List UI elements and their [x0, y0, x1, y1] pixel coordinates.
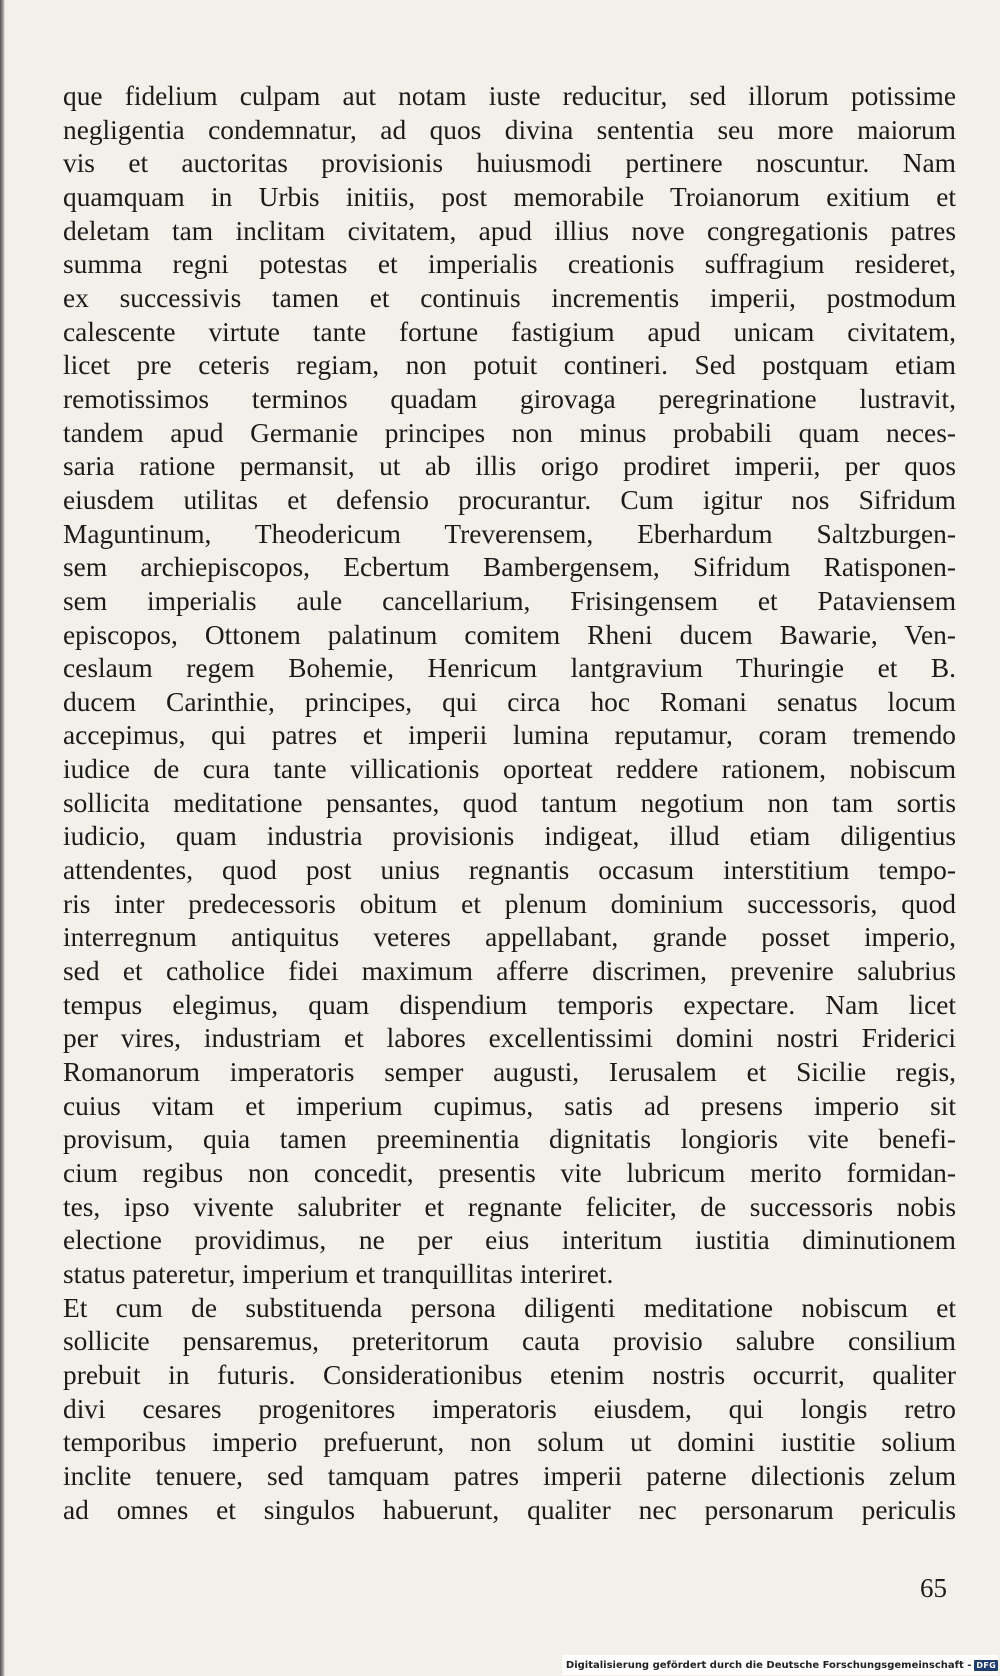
paragraph-2 [63, 1292, 956, 1528]
text-line: accepimus, qui patres et imperii lumina reputamur, coram tremendo [63, 720, 956, 751]
text-line: iudice de cura tante villicationis oporteat reddere rationem, nobiscum [63, 754, 956, 785]
text-line: temporibus imperio prefuerunt, non solum ut domini iustitie solium [63, 1427, 956, 1458]
text-line: status pateretur, imperium et tranquillitas interiret. [63, 1258, 614, 1289]
text-line: per vires, industriam et labores excellentissimi domini nostri Friderici [63, 1023, 956, 1054]
text-line: inclite tenuere, sed tamquam patres imperii paterne dilectionis zelum [63, 1460, 956, 1491]
page-number: 65 [920, 1573, 947, 1603]
text-line: que fidelium culpam aut notam iuste reducitur, sed illorum potissime [63, 81, 956, 111]
text-line: sem imperialis aule cancellarium, Frisingensem et Pataviensem [63, 585, 956, 616]
paragraph-1 [63, 80, 956, 1292]
text-line: vis et auctoritas provisionis huiusmodi pertinere noscuntur. Nam [63, 148, 956, 179]
text-line: sem archiepiscopos, Ecbertum Bambergensem, Sifridum Ratisponen- [63, 552, 956, 583]
text-line: cium regibus non concedit, presentis vite lubricum merito formidan- [63, 1158, 956, 1188]
text-line: attendentes, quod post unius regnantis occasum interstitium tempo- [63, 855, 956, 886]
text-line: sollicita meditatione pensantes, quod tantum negotium non tam sortis [63, 787, 956, 818]
text-line: cuius vitam et imperium cupimus, satis ad presens imperio sit [63, 1090, 956, 1121]
text-line: Et cum de substituenda persona diligenti meditatione nobiscum et [63, 1292, 956, 1323]
text-line: sollicite pensaremus, preteritorum cauta provisio salubre consilium [63, 1326, 956, 1357]
text-line: sed et catholice fidei maximum afferre discrimen, prevenire salubrius [63, 956, 956, 987]
text-line: tempus elegimus, quam dispendium temporis expectare. Nam licet [63, 989, 956, 1020]
text-line: tandem apud Germanie principes non minus probabili quam neces- [63, 417, 956, 448]
text-line: quamquam in Urbis initiis, post memorabile Troianorum exitium et [63, 181, 956, 212]
text-line: ceslaum regem Bohemie, Henricum lantgravium Thuringie et B. [63, 653, 956, 684]
text-line: licet pre ceteris regiam, non potuit contineri. Sed postquam etiam [63, 350, 956, 381]
text-line: negligentia condemnatur, ad quos divina sententia seu more maiorum [63, 114, 956, 145]
text-line: electione providimus, ne per eius interitum iustitia diminutionem [63, 1225, 956, 1256]
text-line: ex successivis tamen et continuis incrementis imperii, postmodum [63, 282, 956, 313]
text-line: deletam tam inclitam civitatem, apud illius nove congregationis patres [63, 215, 956, 246]
text-line: iudicio, quam industria provisionis indigeat, illud etiam diligentius [63, 821, 956, 852]
text-line: calescente virtute tante fortune fastigium apud unicam civitatem, [63, 316, 956, 347]
text-line: ad omnes et singulos habuerunt, qualiter nec personarum periculis [63, 1494, 956, 1525]
text-line: interregnum antiquitus veteres appellabant, grande posset imperio, [63, 922, 956, 953]
text-line: prebuit in futuris. Considerationibus etenim nostris occurrit, qualiter [63, 1359, 956, 1390]
digitization-credit [562, 1655, 998, 1675]
text-line: tes, ipso vivente salubriter et regnante feliciter, de successoris nobis [63, 1191, 956, 1222]
text-line: episcopos, Ottonem palatinum comitem Rheni ducem Bawarie, Ven- [63, 619, 956, 650]
text-line: ducem Carinthie, principes, qui circa hoc Romani senatus locum [63, 686, 956, 717]
text-line: Romanorum imperatoris semper augusti, Ierusalem et Sicilie regis, [63, 1057, 956, 1088]
text-line: saria ratione permansit, ut ab illis origo prodiret imperii, per quos [63, 451, 956, 482]
text-line: eiusdem utilitas et defensio procurantur. Cum igitur nos Sifridum [63, 484, 956, 515]
page-binding-edge [0, 0, 5, 1676]
body-text [63, 80, 956, 1527]
credit-text: Digitalisierung gefördert durch die Deutsche Forschungsgemeinschaft - [565, 1659, 972, 1671]
text-line: Maguntinum, Theodericum Treverensem, Eberhardum Saltzburgen- [63, 518, 956, 549]
text-line: provisum, quia tamen preeminentia dignitatis longioris vite benefi- [63, 1124, 956, 1155]
text-line: summa regni potestas et imperialis creationis suffragium resideret, [63, 249, 956, 280]
dfg-logo-icon: DFG [976, 1660, 996, 1670]
text-line: ris inter predecessoris obitum et plenum dominium successoris, quod [63, 888, 956, 919]
text-line: remotissimos terminos quadam girovaga peregrinatione lustravit, [63, 383, 956, 414]
text-line: divi cesares progenitores imperatoris eiusdem, qui longis retro [63, 1393, 956, 1424]
